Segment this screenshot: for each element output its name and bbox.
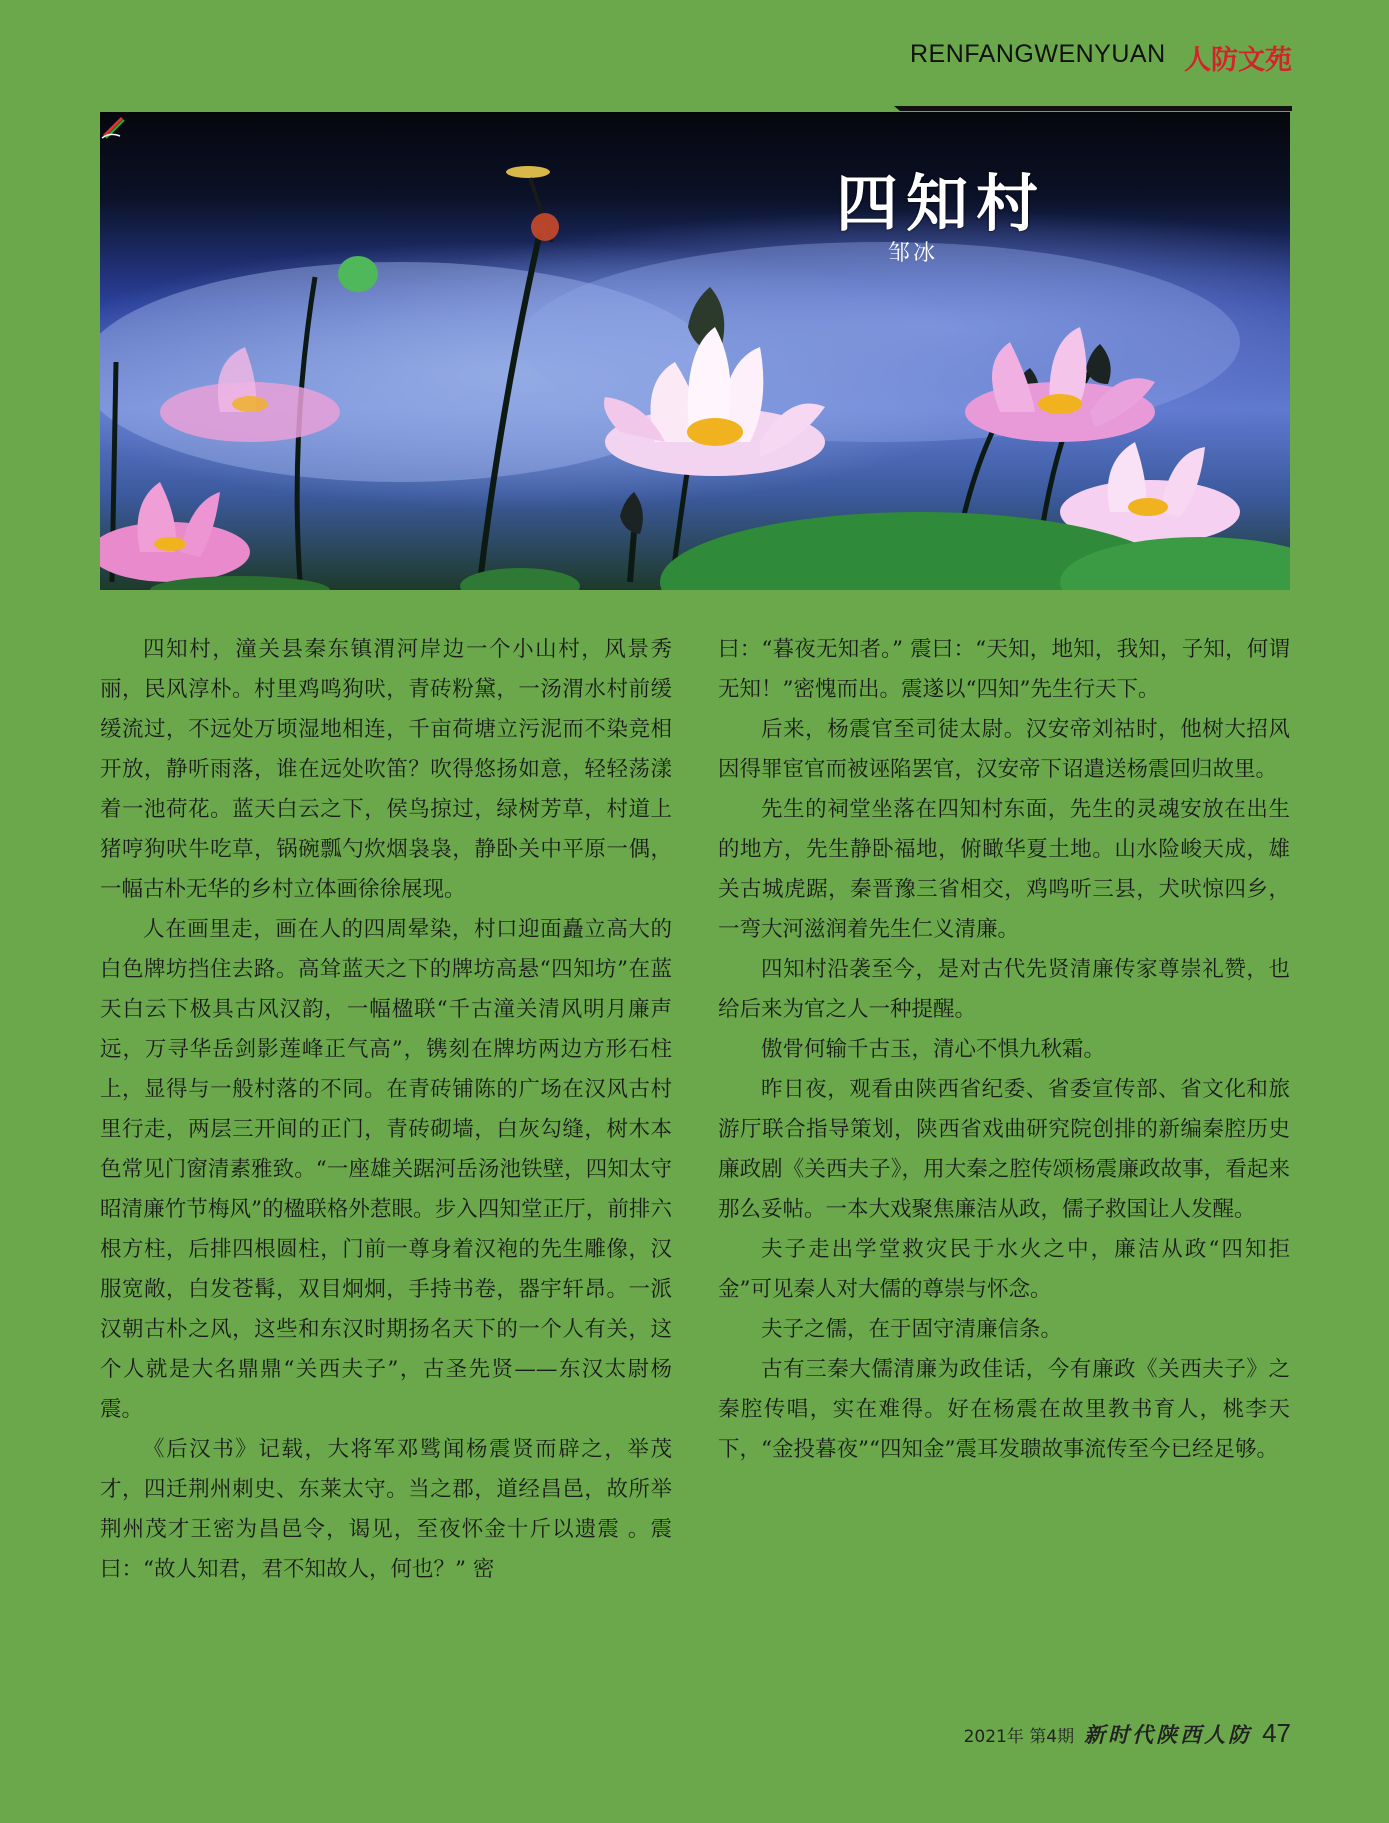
issue-label: 2021年 第4期 [963,1727,1075,1747]
page-number: 47 [1262,1718,1291,1748]
paragraph: 傲骨何输千古玉，清心不惧九秋霜。 [761,1037,1106,1062]
article-author: 邹冰 [888,241,939,266]
paragraph: 后来，杨震官至司徒太尉。汉安帝刘祜时，他树大招风因得罪宦官而被诬陷罢官，汉安帝下诏遣送杨震回归故里。 [718,717,1290,782]
header-rule [900,106,1292,111]
lotus-illustration [100,112,1290,590]
magazine-name: 新时代陕西人防 [1084,1722,1253,1747]
paragraph: 古有三秦大儒清廉为政佳话，今有廉政《关西夫子》之秦腔传唱，实在难得。好在杨震在故里教书育人，桃李天下，“金投暮夜”“四知金”震耳发聩故事流传至今已经足够。 [718,1357,1290,1462]
article-title: 四知村 [836,167,1047,240]
paragraph: 昨日夜，观看由陕西省纪委、省委宣传部、省文化和旅游厅联合指导策划，陕西省戏曲研究院创排的新编秦腔历史廉政剧《关西夫子》，用大秦之腔传颂杨震廉政故事，看起来那么妥帖。一本大戏聚焦廉洁从政，儒子救国让人发醒。 [718,1077,1290,1222]
paragraph: 人在画里走，画在人的四周晕染，村口迎面矗立高大的白色牌坊挡住去路。高耸蓝天之下的牌坊高悬“四知坊”在蓝天白云下极具古风汉韵，一幅楹联“千古潼关清风明月廉声远，万寻华岳剑影莲峰正气高”，镌刻在牌坊两边方形石柱上，显得与一般村落的不同。在青砖铺陈的广场在汉风古村里行走，两层三开间的正门，青砖砌墙，白灰勾缝，树木本色常见门窗清素雅致。“一座雄关踞河岳汤池铁壁，四知太守昭清廉竹节梅风”的楹联格外惹眼。步入四知堂正厅，前排六根方柱，后排四根圆柱，门前一尊身着汉袍的先生雕像，汉服宽敞，白发苍髯，双目炯炯，手持书卷，器宇轩昂。一派汉朝古朴之风，这些和东汉时期扬名天下的一个人有关，这个人就是大名鼎鼎“关西夫子”，古圣先贤——东汉太尉杨震。 [100,917,672,1422]
paragraph: 夫子走出学堂救灾民于水火之中，廉洁从政“四知拒金”可见秦人对大儒的尊崇与怀念。 [718,1237,1290,1302]
article-column-left [100,630,672,1590]
pen-icon [100,112,128,140]
article-column-right [718,630,1290,1470]
page-header [900,38,1292,74]
paragraph: 四知村沿袭至今，是对古代先贤清廉传家尊崇礼赞，也给后来为官之人一种提醒。 [718,957,1290,1022]
paragraph: 夫子之儒，在于固守清廉信条。 [761,1317,1063,1342]
paragraph: 先生的祠堂坐落在四知村东面，先生的灵魂安放在出生的地方，先生静卧福地，俯瞰华夏土地。山水险峻天成，雄关古城虎踞，秦晋豫三省相交，鸡鸣听三县，犬吠惊四乡，一弯大河滋润着先生仁义清廉。 [718,797,1290,942]
paragraph: 《后汉书》记载，大将军邓骘闻杨震贤而辟之，举茂才，四迁荆州刺史、东莱太守。当之郡，道经昌邑，故所举荆州茂才王密为昌邑令，谒见，至夜怀金十斤以遗震 。震曰：“故人知君，君不知故人，何也？” 密 [100,1437,672,1582]
section-name-en: RENFANGWENYUAN [910,40,1166,68]
section-name-cn: 人防文苑 [1184,45,1292,76]
paragraph: 曰：“暮夜无知者。” 震曰：“天知，地知，我知，子知，何谓无知！”密愧而出。震遂以“四知”先生行天下。 [718,637,1290,702]
paragraph: 四知村，潼关县秦东镇渭河岸边一个小山村，风景秀丽，民风淳朴。村里鸡鸣狗吠，青砖粉黛，一汤渭水村前缓缓流过，不远处万顷湿地相连，千亩荷塘立污泥而不染竞相开放，静听雨落，谁在远处吹笛？吹得悠扬如意，轻轻荡漾着一池荷花。蓝天白云之下，侯鸟掠过，绿树芳草，村道上猪哼狗吠牛吃草，锅碗瓢勺炊烟袅袅，静卧关中平原一偶，一幅古朴无华的乡村立体画徐徐展现。 [100,637,672,902]
page-footer [964,1718,1291,1754]
hero-lotus-image [100,112,1290,590]
